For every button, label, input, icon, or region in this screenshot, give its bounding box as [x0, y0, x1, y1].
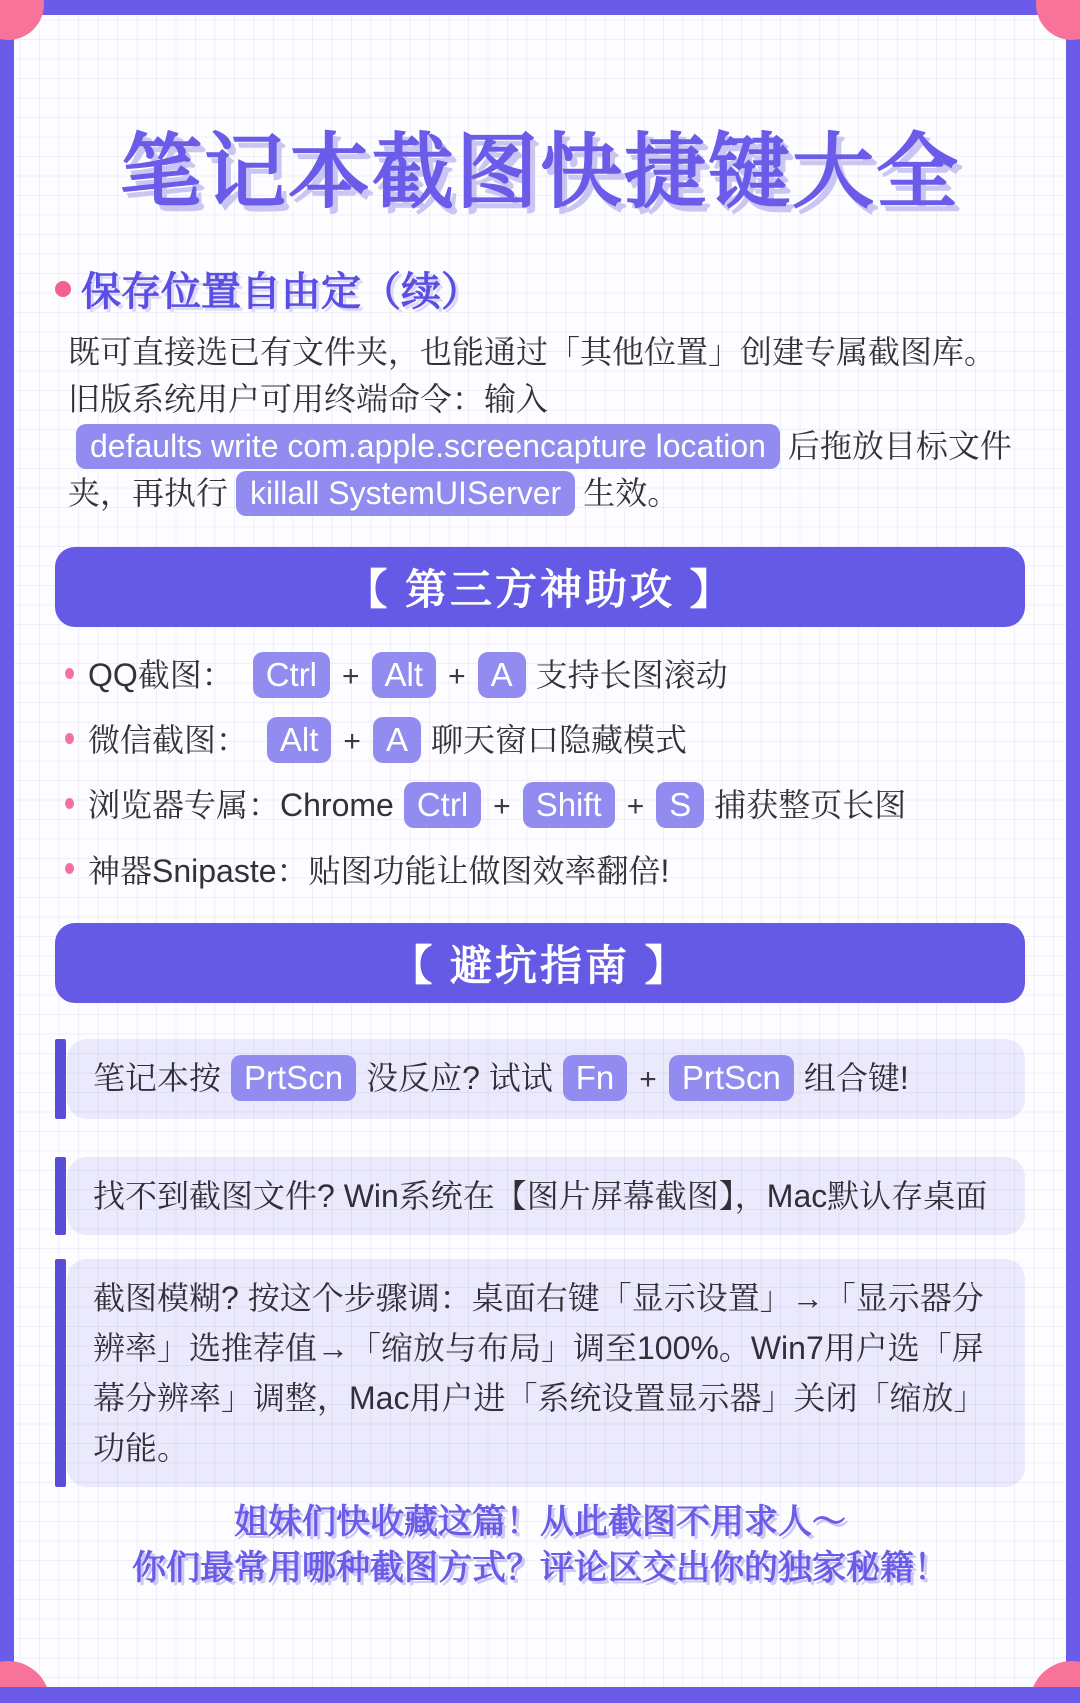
key-pill: PrtScn: [231, 1055, 356, 1101]
text-segment: 笔记本按: [93, 1060, 222, 1097]
plus-separator: +: [448, 660, 466, 693]
save-location-paragraph: [55, 329, 1025, 517]
corner-dot-top-left: [0, 0, 44, 40]
tip-item-wechat: [65, 706, 1025, 771]
key-pill: Ctrl: [253, 652, 330, 698]
plus-separator: +: [626, 790, 645, 823]
section-heading-save-location: [55, 260, 1025, 317]
tip-text: [88, 715, 687, 763]
text-segment: 神器Snipaste：贴图功能让做图效率翻倍!: [88, 852, 670, 889]
key-pill: Alt: [267, 717, 332, 763]
tip-bullet-dot: [65, 798, 74, 809]
plus-separator: +: [493, 790, 511, 823]
plus-separator: +: [342, 660, 360, 693]
text-segment: 支持长图滚动: [535, 657, 728, 693]
banner-third-party: 【 第三方神助攻 】: [55, 547, 1025, 627]
text-segment: 浏览器专属：Chrome: [88, 787, 394, 823]
banner-pitfalls: 【 避坑指南 】: [55, 923, 1025, 1003]
footer-line-1: 姐妹们快收藏这篇！从此截图不用求人～: [234, 1503, 846, 1542]
text-segment: 捕获整页长图: [714, 787, 907, 823]
key-pill: Shift: [523, 782, 615, 828]
tip-bullet-dot: [65, 668, 74, 679]
text-segment: 截图模糊? 按这个步骤调：桌面右键「显示设置」→「显示器分辨率」选推荐值→「缩放与布局」调至100%。Win7用户选「屏幕分辨率」调整，Mac用户进「系统设置显示器」关闭「缩放」功能。: [93, 1280, 986, 1467]
text-segment: 既可直接选已有文件夹，也能通过「其他位置」创建专属截图库。旧版系统用户可用终端命令：输入: [68, 334, 997, 418]
key-pill: Fn: [563, 1055, 628, 1101]
text-segment: 微信截图：: [88, 722, 257, 758]
text-segment: 后拖放目标文件夹，再执行: [68, 428, 1012, 512]
tip-bullet-dot: [65, 733, 74, 744]
tip-item-snipaste: [65, 836, 1025, 901]
text-segment: QQ截图：: [88, 657, 243, 693]
page-title: 笔记本截图快捷键大全: [119, 127, 960, 218]
tip-text: [88, 650, 728, 698]
tip-bullet-dot: [65, 863, 74, 874]
tip-item-qq: [65, 641, 1025, 706]
heading-bullet-dot: [55, 281, 71, 297]
frame-top-bar: [0, 0, 1080, 15]
text-segment: 没反应? 试试: [366, 1060, 553, 1097]
key-pill: A: [478, 652, 526, 698]
plus-separator: +: [343, 725, 361, 758]
code-pill: defaults write com.apple.screencapture location: [76, 424, 780, 468]
text-segment: 组合键!: [803, 1060, 909, 1097]
poster-content: [0, 126, 1080, 1591]
tip-item-browser: [65, 771, 1025, 836]
callout-file-location: [67, 1157, 1025, 1235]
tip-text: [88, 846, 669, 892]
corner-dot-top-right: [1036, 0, 1080, 40]
callout-blurry-screenshot: [67, 1259, 1025, 1487]
text-segment: 生效。: [583, 475, 680, 512]
plus-separator: +: [639, 1063, 657, 1097]
key-pill: Alt: [372, 652, 437, 698]
key-pill: S: [656, 782, 704, 828]
footer-note: [55, 1499, 1025, 1591]
key-pill: Ctrl: [404, 782, 481, 828]
callout-prtscn: [67, 1039, 1025, 1119]
section-heading-text: 保存位置自由定（续）: [81, 270, 481, 315]
key-pill: PrtScn: [669, 1055, 794, 1101]
frame-bottom-bar: [0, 1687, 1080, 1703]
code-pill: killall SystemUIServer: [236, 471, 575, 515]
footer-line-2: 你们最常用哪种截图方式？评论区交出你的独家秘籍！: [132, 1549, 948, 1588]
text-segment: 找不到截图文件? Win系统在【图片屏幕截图】，Mac默认存桌面: [93, 1178, 988, 1215]
tips-list: [55, 641, 1025, 901]
key-pill: A: [373, 717, 421, 763]
text-segment: 聊天窗口隐藏模式: [430, 722, 687, 758]
tip-text: [88, 780, 906, 828]
